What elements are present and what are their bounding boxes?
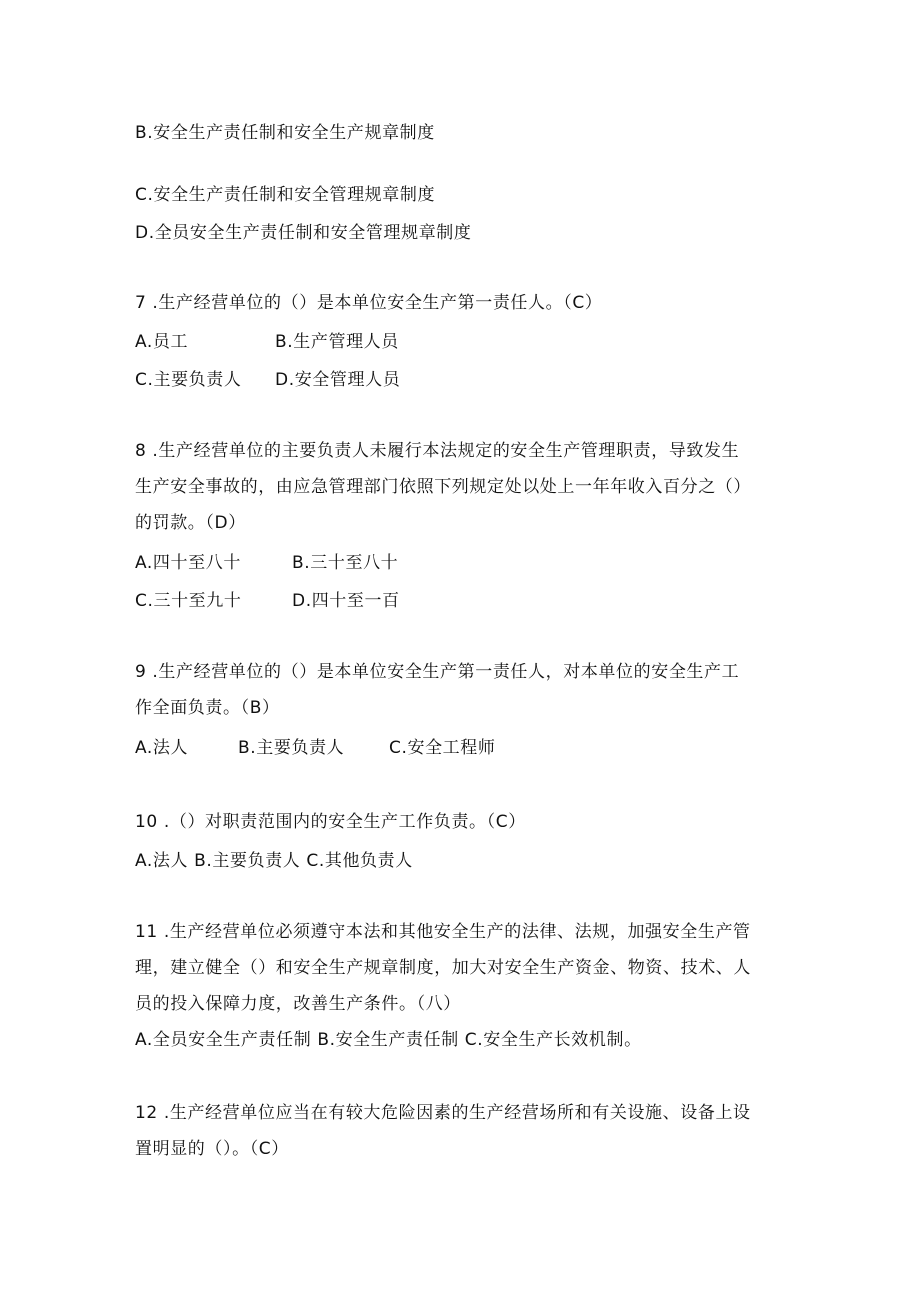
- question-11-stem-line-2: 理，建立健全（）和安全生产规章制度，加大对安全生产资金、物资、技术、人: [135, 958, 751, 978]
- q9-option-a: A.法人: [135, 738, 189, 758]
- option-d-prev: D.全员安全生产责任制和安全管理规章制度: [135, 223, 472, 243]
- question-8-stem-line-2: 生产安全事故的，由应急管理部门依照下列规定处以处上一年年收入百分之（）: [135, 477, 751, 497]
- question-8-stem-line-3: 的罚款。（D）: [135, 513, 246, 533]
- option-b-prev: B.安全生产责任制和安全生产规章制度: [135, 123, 435, 143]
- question-10-options: A.法人 B.主要负责人 C.其他负责人: [135, 851, 413, 871]
- q8-option-b: B.三十至八十: [292, 553, 399, 573]
- q7-option-b: B.生产管理人员: [275, 332, 399, 352]
- question-7-stem: 7 .生产经营单位的（）是本单位安全生产第一责任人。（C）: [135, 293, 603, 313]
- question-10-stem: 10 .（）对职责范围内的安全生产工作负责。（C）: [135, 812, 526, 832]
- question-9-stem-line-1: 9 .生产经营单位的（）是本单位安全生产第一责任人，对本单位的安全生产工: [135, 662, 740, 682]
- q7-option-a: A.员工: [135, 332, 189, 352]
- option-c-prev: C.安全生产责任制和安全管理规章制度: [135, 185, 436, 205]
- q8-option-c: C.三十至九十: [135, 591, 242, 611]
- question-8-stem-line-1: 8 .生产经营单位的主要负责人未履行本法规定的安全生产管理职责，导致发生: [135, 441, 740, 461]
- question-9-stem-line-2: 作全面负责。（B）: [135, 698, 280, 718]
- q7-option-d: D.安全管理人员: [275, 370, 401, 390]
- q8-option-a: A.四十至八十: [135, 553, 241, 573]
- q7-option-c: C.主要负责人: [135, 370, 242, 390]
- question-12-stem-line-2: 置明显的（）。（C）: [135, 1139, 289, 1159]
- q8-option-d: D.四十至一百: [292, 591, 400, 611]
- question-11-stem-line-1: 11 .生产经营单位必须遵守本法和其他安全生产的法律、法规，加强安全生产管: [135, 922, 751, 942]
- q9-option-c: C.安全工程师: [389, 738, 496, 758]
- question-11-stem-line-3: 员的投入保障力度，改善生产条件。（八）: [135, 994, 461, 1014]
- q9-option-b: B.主要负责人: [238, 738, 345, 758]
- question-11-options: A.全员安全生产责任制 B.安全生产责任制 C.安全生产长效机制。: [135, 1030, 642, 1050]
- question-12-stem-line-1: 12 .生产经营单位应当在有较大危险因素的生产经营场所和有关设施、设备上设: [135, 1103, 751, 1123]
